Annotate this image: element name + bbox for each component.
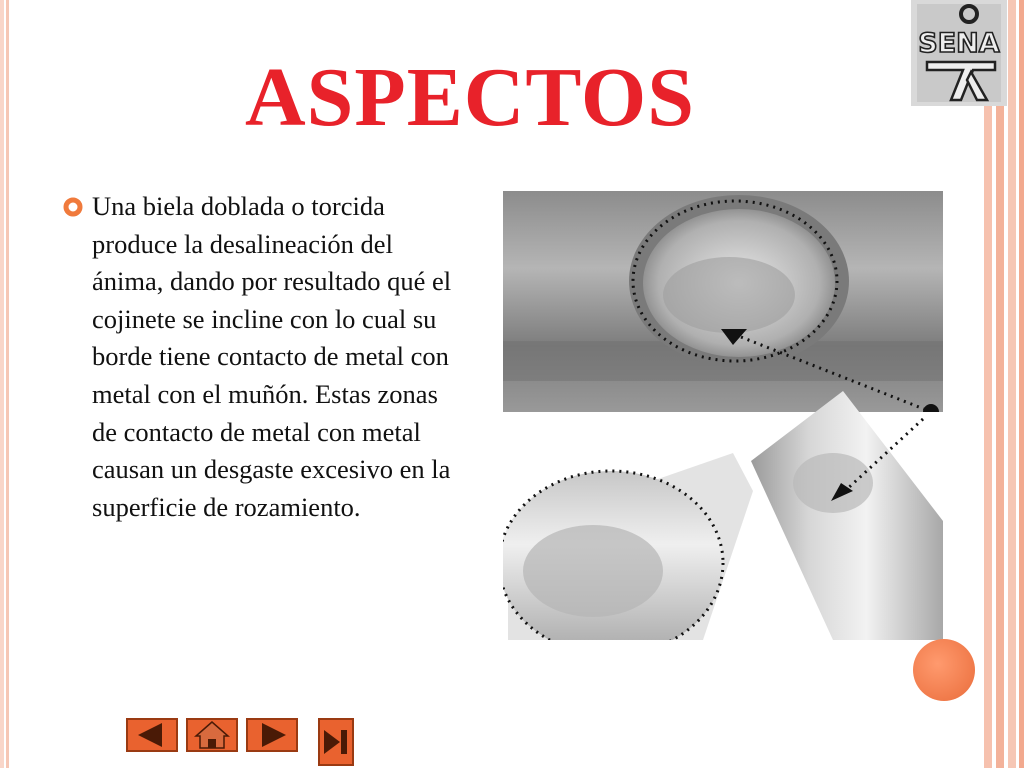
home-button[interactable] (186, 718, 238, 752)
previous-slide-button[interactable] (126, 718, 178, 752)
arrow-left-icon (126, 718, 178, 752)
slide-title: ASPECTOS (245, 51, 695, 144)
skip-to-end-icon (318, 718, 354, 766)
connecting-rod-bearing-photo (503, 191, 943, 640)
next-slide-button[interactable] (246, 718, 298, 752)
decorative-orange-circle (913, 639, 975, 701)
sena-logo (911, 0, 1007, 106)
slide-body-text: Una biela doblada o torcida produce la desalineación del ánima, dando por resultado qué el cojinete se incline con lo cual su borde tiene contacto de metal con metal con el muñón. Estas zonas de contacto de metal con metal causan un desgaste excesivo en la superficie de rozamiento. (92, 191, 452, 522)
right-decorative-stripes (978, 0, 1024, 768)
arrow-right-icon (246, 718, 298, 752)
svg-text:SENA: SENA (918, 28, 1000, 59)
bullet-ring-icon (63, 197, 83, 217)
last-slide-button[interactable] (318, 718, 354, 766)
home-icon (186, 718, 238, 752)
